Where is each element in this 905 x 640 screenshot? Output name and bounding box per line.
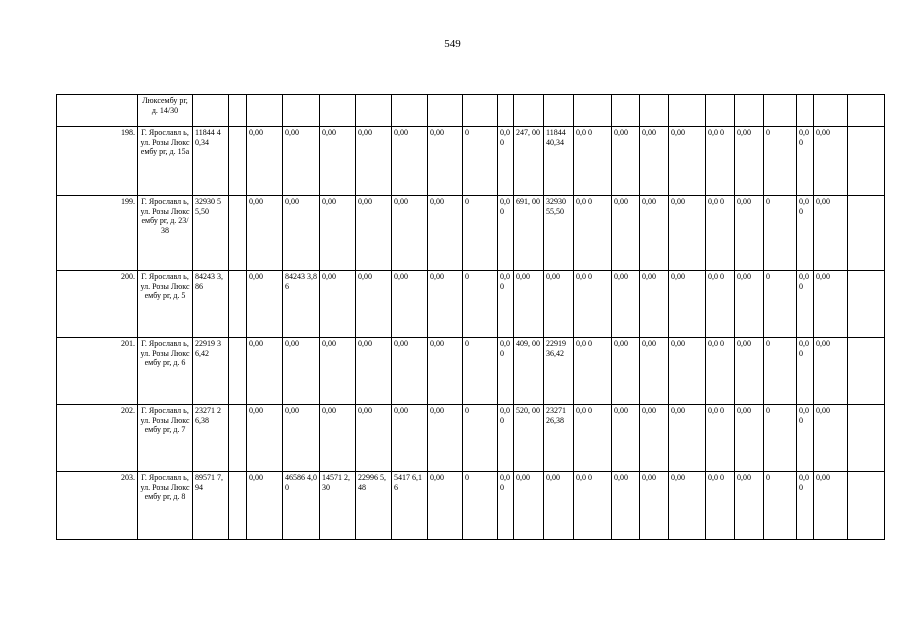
value-cell: 84243 3,86 xyxy=(193,271,229,338)
value-cell: 0,0 0 xyxy=(574,338,612,405)
value-cell: 23271 26,38 xyxy=(544,405,574,472)
value-cell xyxy=(640,95,669,127)
value-cell: 0,00 xyxy=(797,196,814,271)
value-cell xyxy=(356,95,392,127)
value-cell: 0,00 xyxy=(612,127,640,196)
value-cell: 0,00 xyxy=(612,472,640,540)
value-cell: 0 xyxy=(764,196,797,271)
value-cell: 0,0 0 xyxy=(574,196,612,271)
value-cell xyxy=(229,405,247,472)
value-cell xyxy=(428,95,463,127)
value-cell xyxy=(544,95,574,127)
value-cell: 0,00 xyxy=(669,405,706,472)
value-cell: 0,00 xyxy=(498,472,514,540)
value-cell xyxy=(229,196,247,271)
value-cell xyxy=(229,127,247,196)
address-cell: Г. Ярославл ь, ул. Розы Люксембу рг, д. 8 xyxy=(138,472,193,540)
row-number-cell: 201. xyxy=(57,338,138,405)
value-cell: 0,00 xyxy=(283,338,320,405)
value-cell: 0,00 xyxy=(735,472,764,540)
value-cell: 247, 00 xyxy=(514,127,544,196)
value-cell: 0,00 xyxy=(498,127,514,196)
value-cell: 0 xyxy=(764,472,797,540)
value-cell: 0,00 xyxy=(320,271,356,338)
value-cell: 0,00 xyxy=(797,472,814,540)
value-cell: 0,00 xyxy=(498,405,514,472)
value-cell: 0,00 xyxy=(797,338,814,405)
housing-register-table xyxy=(56,94,885,540)
value-cell: 0,00 xyxy=(640,127,669,196)
value-cell: 0,00 xyxy=(735,338,764,405)
value-cell: 0,00 xyxy=(498,196,514,271)
value-cell: 0,00 xyxy=(428,127,463,196)
value-cell xyxy=(848,472,885,540)
value-cell: 0,00 xyxy=(640,338,669,405)
value-cell: 32930 55,50 xyxy=(544,196,574,271)
value-cell xyxy=(229,338,247,405)
value-cell: 0,00 xyxy=(735,271,764,338)
value-cell: 0,00 xyxy=(814,271,848,338)
value-cell: 0,00 xyxy=(498,271,514,338)
value-cell xyxy=(848,271,885,338)
row-number-cell xyxy=(57,95,138,127)
address-cell: Люксембу рг, д. 14/30 xyxy=(138,95,193,127)
value-cell: 11844 40,34 xyxy=(544,127,574,196)
value-cell: 691, 00 xyxy=(514,196,544,271)
value-cell: 0 xyxy=(764,271,797,338)
value-cell: 0,00 xyxy=(247,472,283,540)
value-cell: 11844 40,34 xyxy=(193,127,229,196)
value-cell: 0,00 xyxy=(669,271,706,338)
address-cell: Г. Ярославл ь, ул. Розы Люксембу рг, д. 23/38 xyxy=(138,196,193,271)
value-cell: 0,0 0 xyxy=(574,472,612,540)
value-cell: 14571 2,30 xyxy=(320,472,356,540)
row-number-cell: 200. xyxy=(57,271,138,338)
value-cell: 0,00 xyxy=(283,127,320,196)
value-cell xyxy=(848,127,885,196)
value-cell: 0 xyxy=(764,405,797,472)
value-cell: 0,00 xyxy=(428,338,463,405)
value-cell xyxy=(229,472,247,540)
value-cell: 0,0 0 xyxy=(706,472,735,540)
value-cell: 22919 36,42 xyxy=(544,338,574,405)
value-cell xyxy=(193,95,229,127)
value-cell: 0,0 0 xyxy=(706,338,735,405)
value-cell xyxy=(498,95,514,127)
value-cell xyxy=(848,196,885,271)
value-cell xyxy=(669,95,706,127)
value-cell: 0,00 xyxy=(797,271,814,338)
table-row xyxy=(57,271,885,338)
value-cell: 0,00 xyxy=(247,196,283,271)
address-cell: Г. Ярославл ь, ул. Розы Люксембу рг, д. 15а xyxy=(138,127,193,196)
value-cell: 0,00 xyxy=(356,338,392,405)
value-cell: 520, 00 xyxy=(514,405,544,472)
value-cell: 89571 7,94 xyxy=(193,472,229,540)
value-cell: 0 xyxy=(463,196,498,271)
row-number-cell: 198. xyxy=(57,127,138,196)
value-cell xyxy=(706,95,735,127)
value-cell xyxy=(229,95,247,127)
row-number-cell: 202. xyxy=(57,405,138,472)
value-cell: 0,00 xyxy=(612,338,640,405)
value-cell: 0 xyxy=(764,338,797,405)
value-cell: 0,00 xyxy=(544,472,574,540)
value-cell: 0,00 xyxy=(392,196,428,271)
value-cell xyxy=(612,95,640,127)
table-row xyxy=(57,196,885,271)
value-cell: 0 xyxy=(463,127,498,196)
value-cell: 0,00 xyxy=(356,127,392,196)
value-cell: 32930 55,50 xyxy=(193,196,229,271)
value-cell xyxy=(814,95,848,127)
value-cell xyxy=(848,338,885,405)
value-cell: 0,00 xyxy=(514,271,544,338)
value-cell xyxy=(514,95,544,127)
row-number-cell: 199. xyxy=(57,196,138,271)
value-cell: 0,00 xyxy=(247,271,283,338)
address-cell: Г. Ярославл ь, ул. Розы Люксембу рг, д. 7 xyxy=(138,405,193,472)
value-cell: 0,00 xyxy=(640,271,669,338)
value-cell: 0,00 xyxy=(320,338,356,405)
value-cell: 0,00 xyxy=(283,196,320,271)
value-cell: 0,0 0 xyxy=(706,271,735,338)
value-cell: 84243 3,86 xyxy=(283,271,320,338)
value-cell: 0,00 xyxy=(392,405,428,472)
value-cell: 0,00 xyxy=(669,127,706,196)
value-cell: 0,00 xyxy=(247,338,283,405)
value-cell: 0,00 xyxy=(320,405,356,472)
value-cell: 0,00 xyxy=(544,271,574,338)
value-cell: 0,00 xyxy=(283,405,320,472)
table-row xyxy=(57,127,885,196)
value-cell: 0,00 xyxy=(356,405,392,472)
value-cell: 0 xyxy=(463,271,498,338)
value-cell xyxy=(764,95,797,127)
value-cell: 0,00 xyxy=(428,196,463,271)
value-cell: 0 xyxy=(463,472,498,540)
value-cell: 23271 26,38 xyxy=(193,405,229,472)
value-cell: 0,00 xyxy=(612,196,640,271)
value-cell: 0,00 xyxy=(735,405,764,472)
value-cell: 5417 6,16 xyxy=(392,472,428,540)
value-cell: 0 xyxy=(463,405,498,472)
value-cell xyxy=(735,95,764,127)
table-row xyxy=(57,338,885,405)
value-cell: 0,00 xyxy=(392,338,428,405)
value-cell: 0,00 xyxy=(669,472,706,540)
value-cell: 0,00 xyxy=(392,271,428,338)
value-cell: 0,00 xyxy=(320,127,356,196)
value-cell: 0,00 xyxy=(428,472,463,540)
value-cell: 0,0 0 xyxy=(574,271,612,338)
value-cell: 0,00 xyxy=(814,196,848,271)
value-cell xyxy=(797,95,814,127)
value-cell: 0,00 xyxy=(612,271,640,338)
value-cell: 0,00 xyxy=(356,196,392,271)
value-cell: 409, 00 xyxy=(514,338,544,405)
value-cell: 0,00 xyxy=(640,472,669,540)
value-cell xyxy=(283,95,320,127)
value-cell: 0,0 0 xyxy=(706,127,735,196)
value-cell: 46586 4,00 xyxy=(283,472,320,540)
value-cell: 0,00 xyxy=(514,472,544,540)
value-cell: 0,00 xyxy=(814,472,848,540)
value-cell xyxy=(848,405,885,472)
value-cell xyxy=(463,95,498,127)
value-cell xyxy=(392,95,428,127)
address-cell: Г. Ярославл ь, ул. Розы Люксембу рг, д. 6 xyxy=(138,338,193,405)
value-cell: 0,00 xyxy=(814,127,848,196)
value-cell: 0,00 xyxy=(735,127,764,196)
value-cell: 0,00 xyxy=(669,338,706,405)
value-cell: 0 xyxy=(764,127,797,196)
value-cell: 0,00 xyxy=(356,271,392,338)
value-cell: 0,00 xyxy=(814,338,848,405)
value-cell xyxy=(574,95,612,127)
value-cell: 0,00 xyxy=(814,405,848,472)
value-cell: 0,00 xyxy=(640,405,669,472)
value-cell: 0,00 xyxy=(247,405,283,472)
table-row xyxy=(57,405,885,472)
table-row xyxy=(57,472,885,540)
value-cell: 0,00 xyxy=(428,271,463,338)
address-cell: Г. Ярославл ь, ул. Розы Люксембу рг, д. 5 xyxy=(138,271,193,338)
value-cell: 0,0 0 xyxy=(706,405,735,472)
value-cell: 0,0 0 xyxy=(574,405,612,472)
value-cell: 0,00 xyxy=(797,127,814,196)
value-cell: 0,0 0 xyxy=(706,196,735,271)
value-cell xyxy=(229,271,247,338)
value-cell xyxy=(848,95,885,127)
value-cell: 0,00 xyxy=(640,196,669,271)
value-cell: 0,00 xyxy=(612,405,640,472)
table-row xyxy=(57,95,885,127)
value-cell: 22919 36,42 xyxy=(193,338,229,405)
value-cell xyxy=(247,95,283,127)
value-cell xyxy=(320,95,356,127)
row-number-cell: 203. xyxy=(57,472,138,540)
page-number: 549 xyxy=(444,38,461,50)
value-cell: 22996 5,48 xyxy=(356,472,392,540)
value-cell: 0 xyxy=(463,338,498,405)
value-cell: 0,00 xyxy=(247,127,283,196)
value-cell: 0,00 xyxy=(428,405,463,472)
register-body xyxy=(57,95,885,540)
value-cell: 0,00 xyxy=(735,196,764,271)
value-cell: 0,00 xyxy=(498,338,514,405)
value-cell: 0,00 xyxy=(392,127,428,196)
value-cell: 0,0 0 xyxy=(574,127,612,196)
value-cell: 0,00 xyxy=(797,405,814,472)
value-cell: 0,00 xyxy=(320,196,356,271)
value-cell: 0,00 xyxy=(669,196,706,271)
